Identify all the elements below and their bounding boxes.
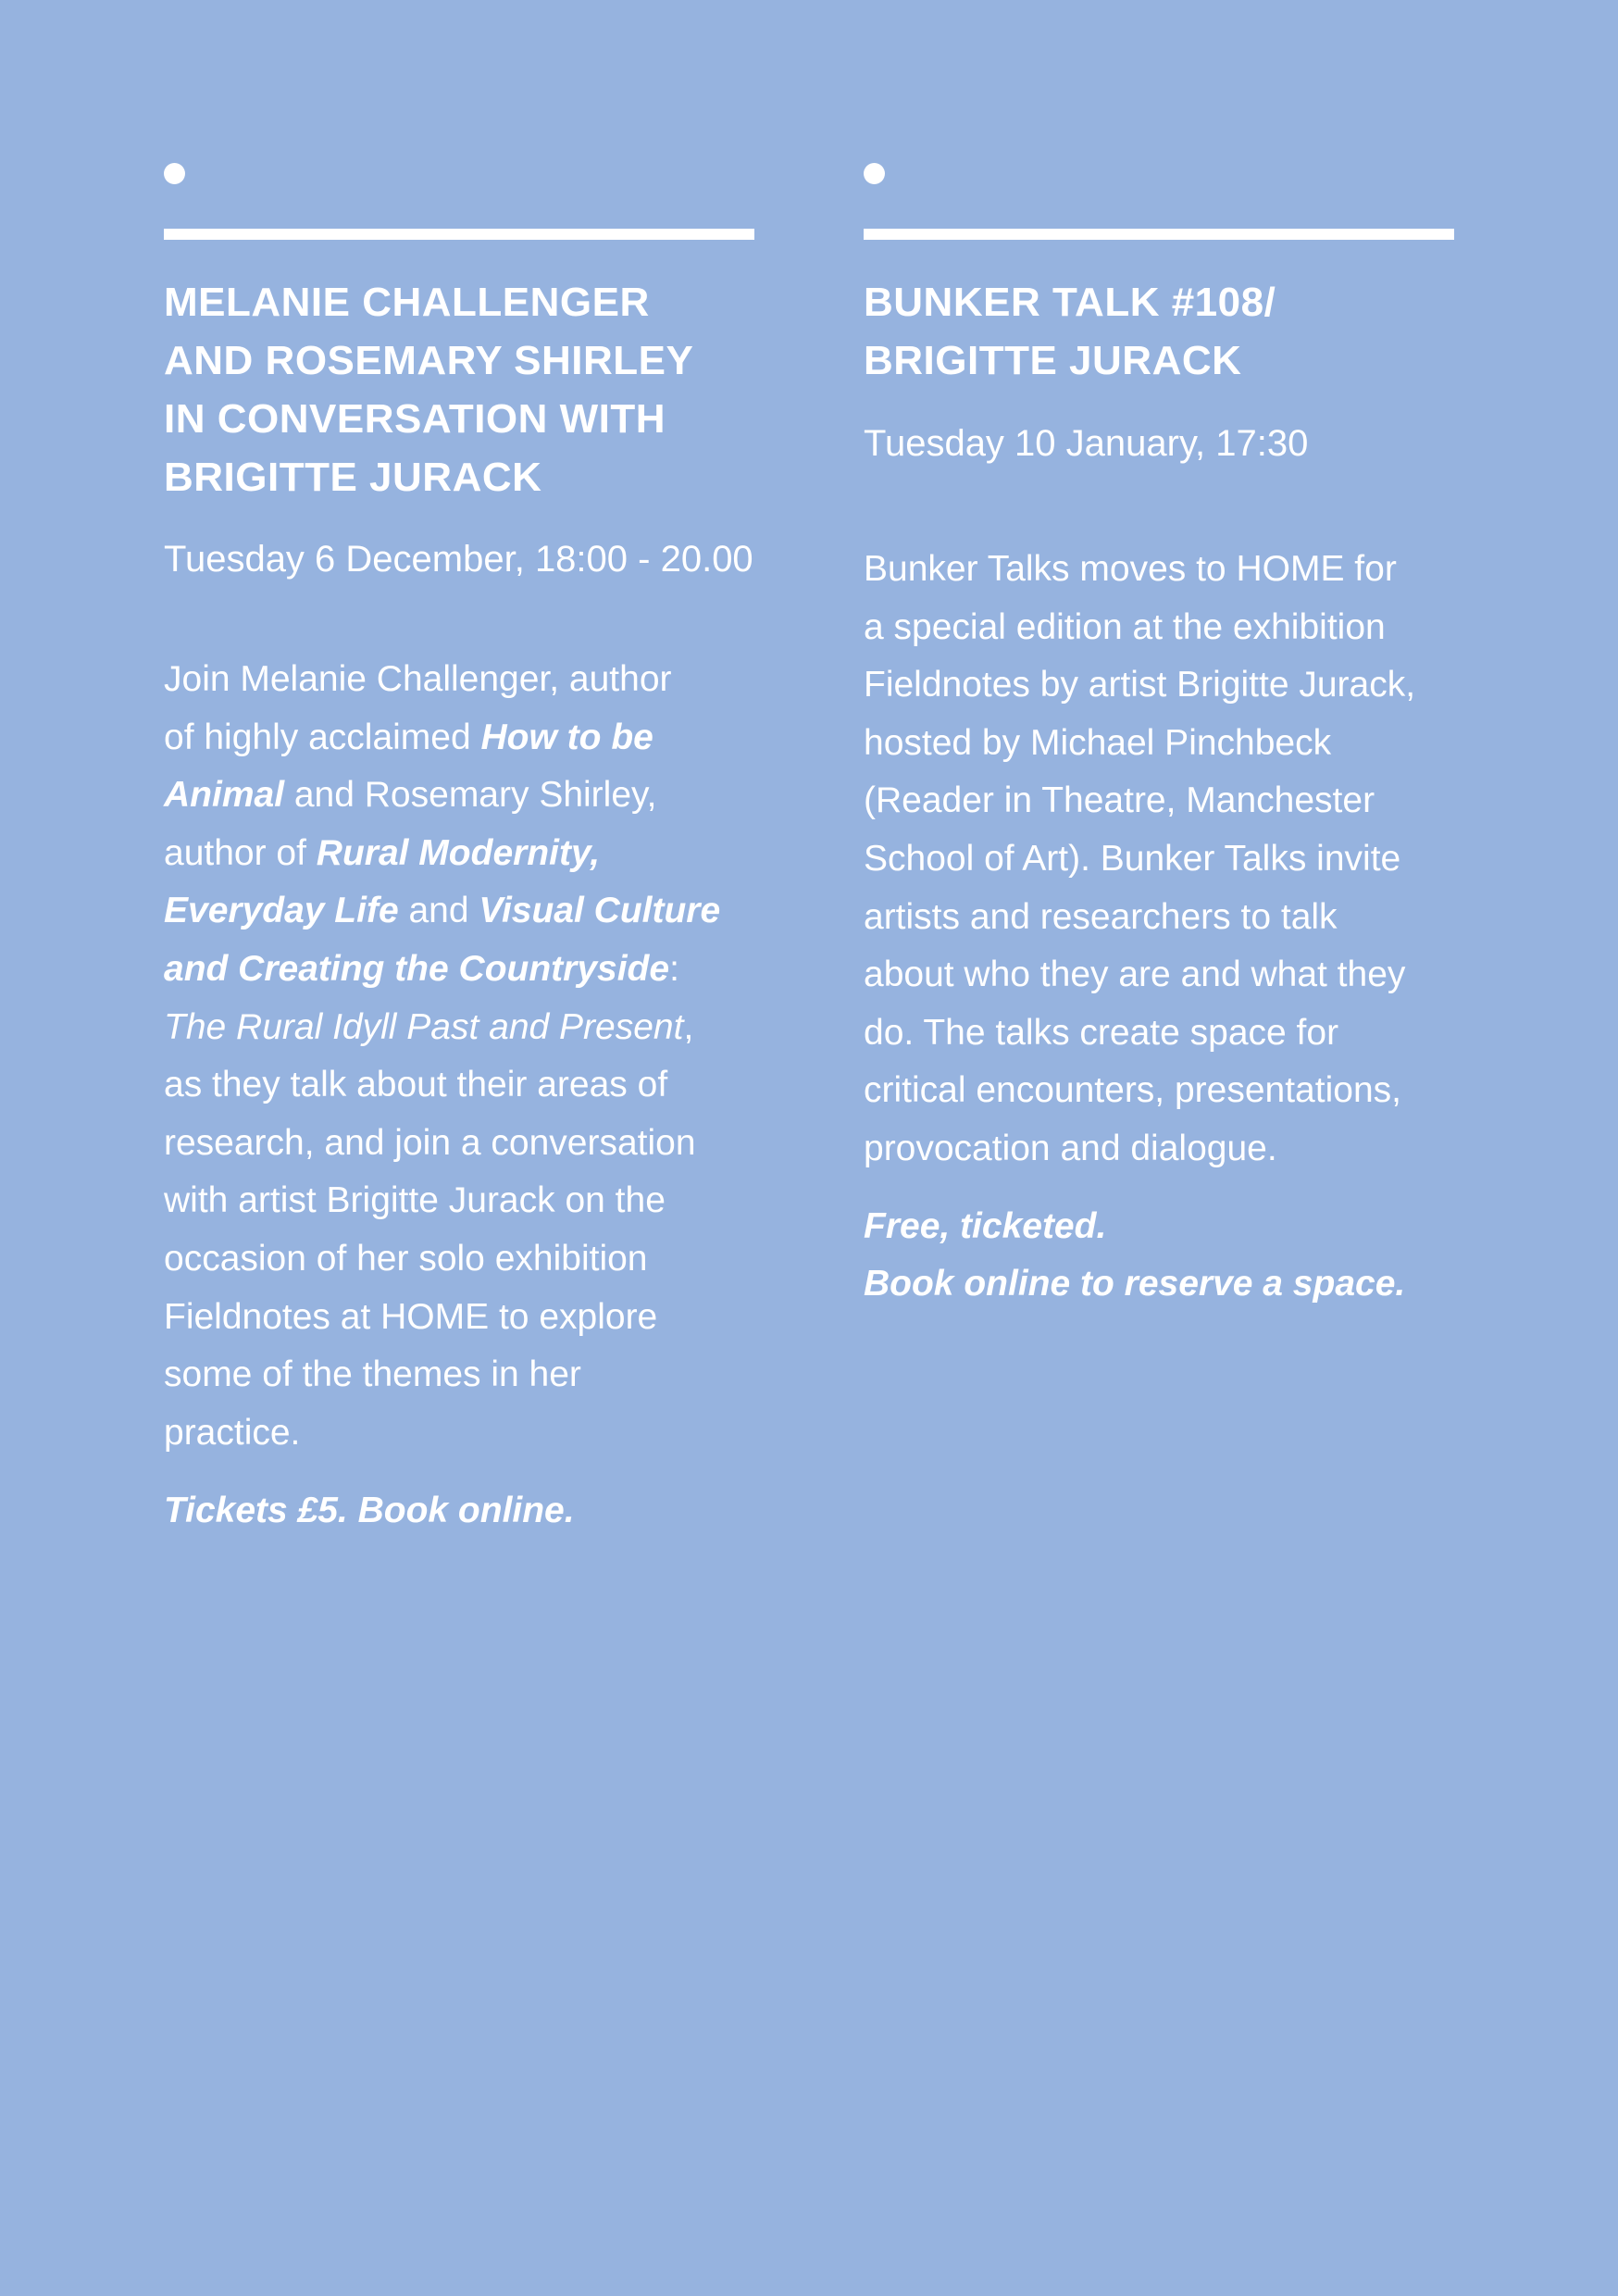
description-line: do. The talks create space for bbox=[864, 1012, 1339, 1053]
ticket-info bbox=[164, 1482, 575, 1540]
event-title-line: AND ROSEMARY SHIRLEY bbox=[164, 338, 694, 383]
book-title: Rural Modernity, bbox=[316, 832, 601, 873]
description-line: with artist Brigitte Jurack on the bbox=[164, 1180, 666, 1221]
description-line: Fieldnotes by artist Brigitte Jurack, bbox=[864, 665, 1416, 705]
ticket-info-line: Free, ticketed. bbox=[864, 1206, 1107, 1246]
description-line: Fieldnotes at HOME to explore bbox=[164, 1296, 658, 1337]
description-line: Everyday Life and Visual Culture bbox=[164, 891, 721, 931]
description-line: artists and researchers to talk bbox=[864, 896, 1338, 937]
event-title-line: MELANIE CHALLENGER bbox=[164, 280, 650, 325]
description-line: research, and join a conversation bbox=[164, 1122, 696, 1163]
description-line: Bunker Talks moves to HOME for bbox=[864, 549, 1397, 589]
event-description bbox=[864, 541, 1415, 1179]
book-subtitle: The Rural Idyll Past and Present bbox=[164, 1006, 684, 1047]
description-line: (Reader in Theatre, Manchester bbox=[864, 780, 1375, 821]
bullet-dot bbox=[864, 163, 885, 184]
description-line: hosted by Michael Pinchbeck bbox=[864, 722, 1332, 763]
event-title-line: BRIGITTE JURACK bbox=[164, 455, 542, 500]
book-title: Everyday Life bbox=[164, 891, 399, 931]
description-line: a special edition at the exhibition bbox=[864, 606, 1386, 647]
event-title bbox=[864, 273, 1276, 390]
book-title: Visual Culture bbox=[479, 891, 721, 931]
description-line: and Creating the Countryside: bbox=[164, 948, 679, 989]
description-line: of highly acclaimed How to be bbox=[164, 717, 653, 757]
description-line: Join Melanie Challenger, author bbox=[164, 659, 672, 699]
bullet-dot bbox=[164, 163, 185, 184]
ticket-info bbox=[864, 1198, 1405, 1313]
event-title-line: BUNKER TALK #108/ bbox=[864, 280, 1276, 325]
description-line: practice. bbox=[164, 1412, 301, 1453]
event-date: Tuesday 10 January, 17:30 bbox=[864, 423, 1309, 464]
ticket-info-line: Book online to reserve a space. bbox=[864, 1264, 1406, 1304]
event-title-line: BRIGITTE JURACK bbox=[864, 338, 1242, 383]
description-line: provocation and dialogue. bbox=[864, 1128, 1277, 1168]
book-title: and Creating the Countryside bbox=[164, 948, 670, 989]
description-line: occasion of her solo exhibition bbox=[164, 1238, 648, 1279]
event-title bbox=[164, 273, 693, 506]
divider-rule bbox=[164, 229, 754, 240]
description-line: some of the themes in her bbox=[164, 1354, 581, 1395]
description-line: School of Art). Bunker Talks invite bbox=[864, 838, 1401, 879]
ticket-info-line: Tickets £5. Book online. bbox=[164, 1491, 575, 1530]
description-line: about who they are and what they bbox=[864, 955, 1406, 995]
event-description bbox=[164, 651, 720, 1462]
description-line: author of Rural Modernity, bbox=[164, 832, 601, 873]
description-line: critical encounters, presentations, bbox=[864, 1070, 1401, 1111]
event-title-line: IN CONVERSATION WITH bbox=[164, 396, 666, 442]
book-title: How to be bbox=[480, 717, 653, 757]
description-line: The Rural Idyll Past and Present, bbox=[164, 1006, 694, 1047]
description-line: as they talk about their areas of bbox=[164, 1065, 668, 1105]
event-date: Tuesday 6 December, 18:00 - 20.00 bbox=[164, 539, 753, 580]
divider-rule bbox=[864, 229, 1454, 240]
book-title: Animal bbox=[164, 775, 285, 816]
description-line: Animal and Rosemary Shirley, bbox=[164, 775, 657, 816]
